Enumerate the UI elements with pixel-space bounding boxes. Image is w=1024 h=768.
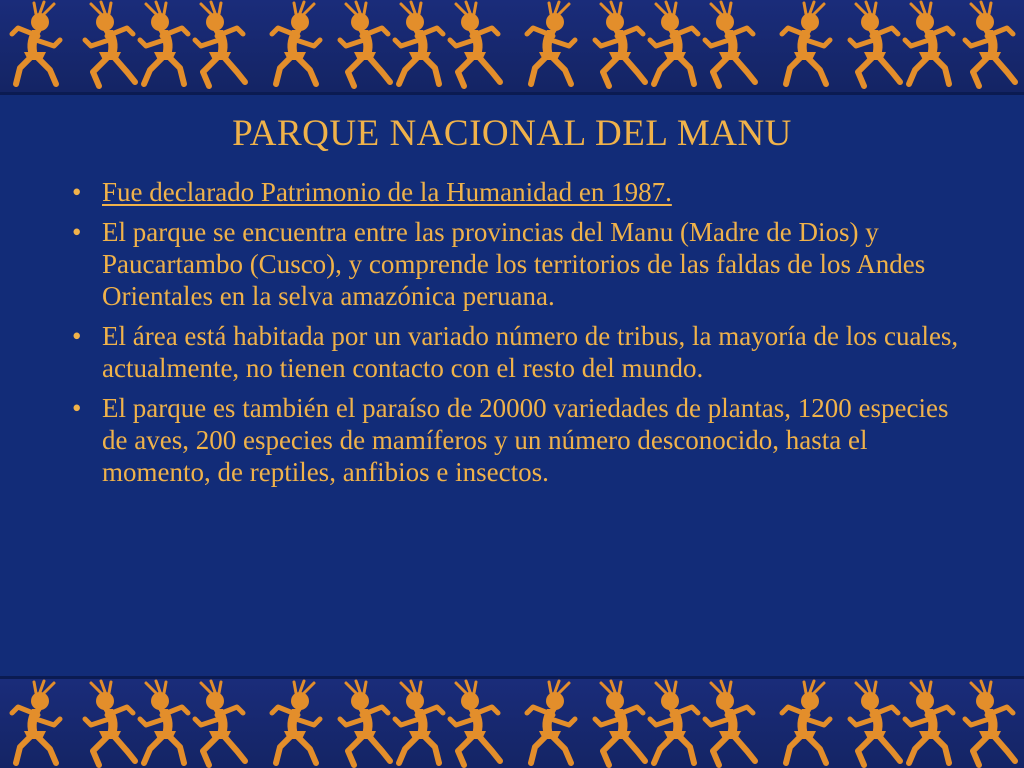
dancing-figure-icon [340, 681, 390, 765]
dancing-figure-icon [85, 681, 135, 765]
dancing-figure-icon [272, 681, 320, 763]
dancing-figure-icon [905, 681, 953, 763]
dancing-figure-icon [650, 2, 698, 84]
dancing-figure-icon [527, 2, 575, 84]
dancing-figure-icon [195, 2, 245, 86]
dancing-figure-icon [395, 681, 443, 763]
dancing-figure-icon [12, 681, 60, 763]
bullet-list [72, 176, 977, 496]
dancing-figure-icon [595, 681, 645, 765]
figure-row-top [0, 0, 1024, 92]
dancing-figure-icon [595, 2, 645, 86]
dancing-figure-icon [272, 2, 320, 84]
dancing-figure-icon [85, 2, 135, 86]
dancing-figure-icon [905, 2, 953, 84]
slide-title: PARQUE NACIONAL DEL MANU [232, 113, 792, 154]
dancing-figure-icon [782, 2, 830, 84]
bottom-decorative-border [0, 676, 1024, 768]
bullet-text: El parque se encuentra entre las provincias del Manu (Madre de Dios) y Paucartambo (Cusco), y comprende los territorios de las faldas de los Andes Orientales en la selva amazónica peruana. [102, 217, 926, 311]
dancing-figure-icon [450, 681, 500, 765]
dancing-figure-icon [705, 2, 755, 86]
bullet-dot-icon: • [72, 217, 82, 247]
dancing-figure-icon [12, 2, 60, 84]
bullet-item [72, 216, 977, 312]
dancing-figure-icon [650, 681, 698, 763]
bullet-item [72, 320, 977, 384]
dancing-figure-icon [140, 2, 188, 84]
bullet-item [72, 392, 977, 488]
figure-row-bottom [0, 679, 1024, 768]
dancing-figure-icon [965, 681, 1015, 765]
dancing-figure-icon [340, 2, 390, 86]
dancing-figure-icon [965, 2, 1015, 86]
dancing-figure-icon [140, 681, 188, 763]
dancing-figure-icon [395, 2, 443, 84]
bullet-item[interactable] [72, 176, 977, 208]
dancing-figure-icon [195, 681, 245, 765]
top-decorative-border [0, 0, 1024, 95]
dancing-figure-icon [782, 681, 830, 763]
bullet-dot-icon: • [72, 321, 82, 351]
bullet-text[interactable]: Fue declarado Patrimonio de la Humanidad en 1987. [102, 177, 672, 207]
bullet-dot-icon: • [72, 393, 82, 423]
dancing-figure-icon [450, 2, 500, 86]
bullet-dot-icon: • [72, 177, 82, 207]
dancing-figure-icon [850, 681, 900, 765]
dancing-figure-icon [527, 681, 575, 763]
dancing-figure-icon [850, 2, 900, 86]
bullet-text: El parque es también el paraíso de 20000 variedades de plantas, 1200 especies de aves, 200 especies de mamíferos y un número desconocido, hasta el momento, de reptiles, anfibios e insectos. [102, 393, 949, 487]
dancing-figure-icon [705, 681, 755, 765]
bullet-text: El área está habitada por un variado número de tribus, la mayoría de los cuales, actualmente, no tienen contacto con el resto del mundo. [102, 321, 959, 383]
